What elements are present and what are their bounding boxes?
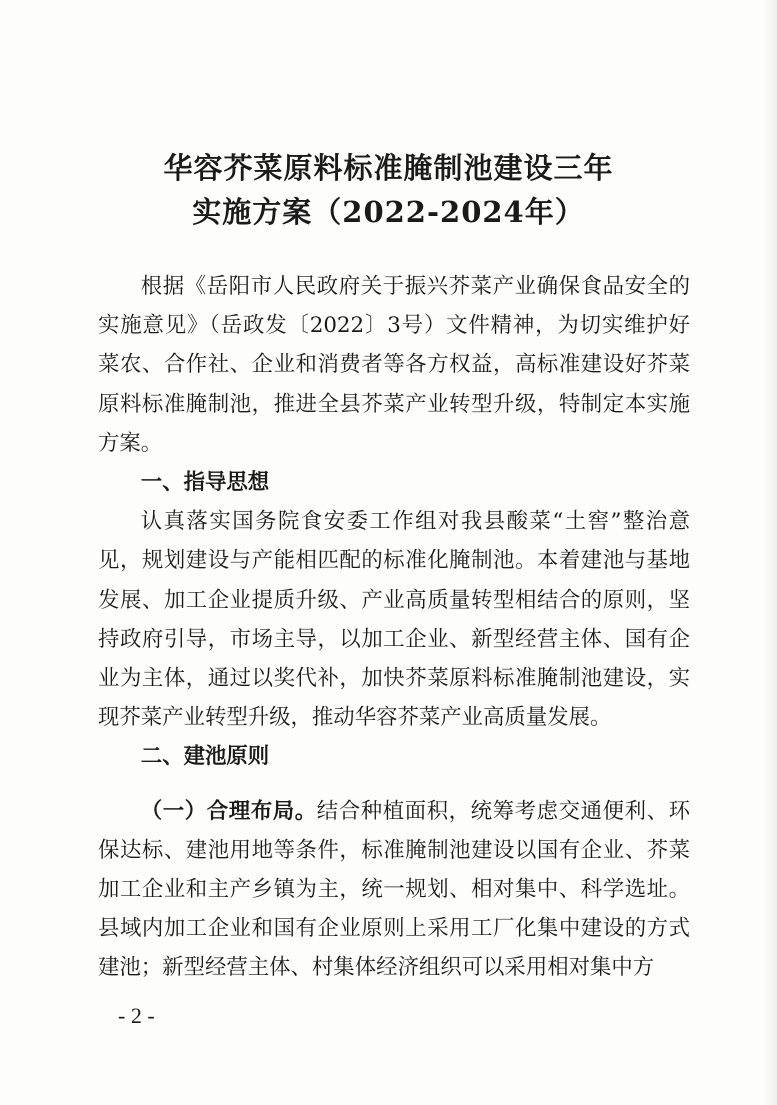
section-2-item-1-text: 结合种植面积，统筹考虑交通便利、环保达标、建池用地等条件，标准腌制池建设以国有企业、芥菜加工企业和主产乡镇为主，统一规划、相对集中、科学选址。县域内加工企业和国有企业原则上采用工厂化集中建设的方式建池；新型经营主体、村集体经济组织可以采用相对集中方 xyxy=(98,798,690,981)
section-2-item-1 xyxy=(98,792,690,988)
document-title-line-2: 实施方案（2022-2024年） xyxy=(192,195,585,229)
section-1-heading: 一、指导思想 xyxy=(140,470,270,496)
page-number: - 2 - xyxy=(118,1003,155,1028)
intro-paragraph: 根据《岳阳市人民政府关于振兴芥菜产业确保食品安全的实施意见》（岳政发〔2022〕3号）文件精神，为切实维护好菜农、合作社、企业和消费者等各方权益，高标准建设好芥菜原料标准腌制池，推进全县芥菜产业转型升级，特制定本实施方案。 xyxy=(98,274,690,456)
document-title-line-1: 华容芥菜原料标准腌制池建设三年 xyxy=(163,151,614,185)
section-1-paragraph: 认真落实国务院食安委工作组对我县酸菜“土窖”整治意见，规划建设与产能相匹配的标准化腌制池。本着建池与基地发展、加工企业提质升级、产业高质量转型相结合的原则，坚持政府引导，市场主导，以加工企业、新型经营主体、国有企业为主体，通过以奖代补，加快芥菜原料标准腌制池建设，实现芥菜产业转型升级，推动华容芥菜产业高质量发展。 xyxy=(98,509,690,731)
document-body xyxy=(98,267,690,988)
section-2-item-1-label: （一）合理布局。 xyxy=(140,798,317,824)
section-2-heading: 二、建池原则 xyxy=(140,744,270,770)
